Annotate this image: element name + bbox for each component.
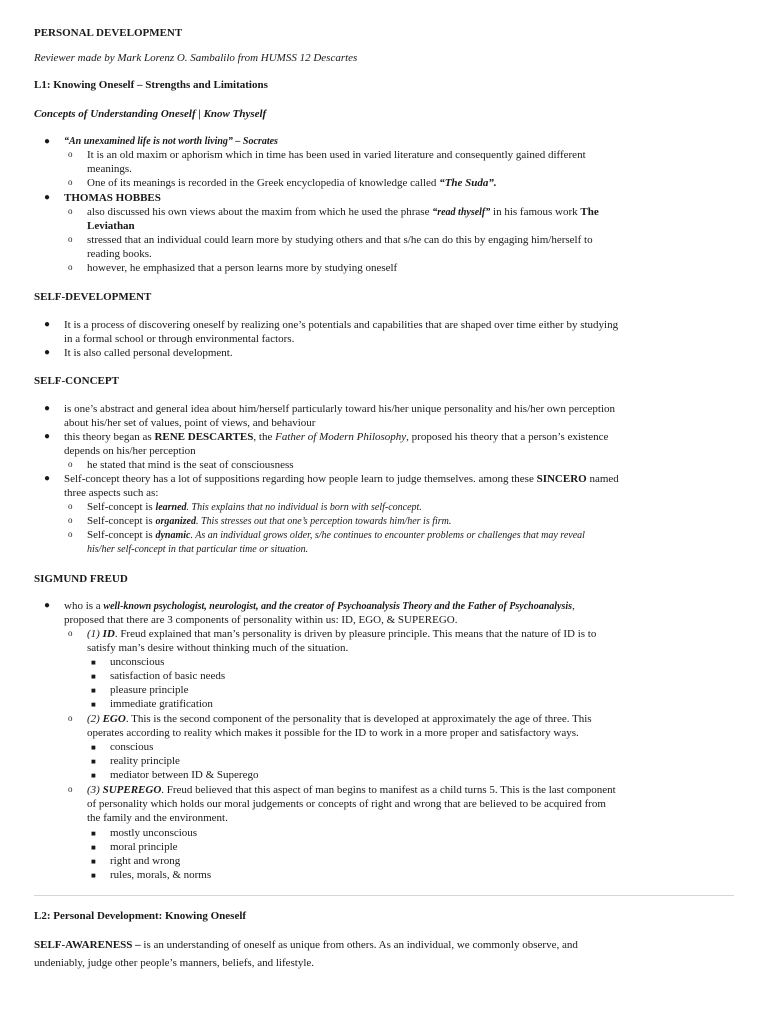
hobbes-heading: THOMAS HOBBES (64, 192, 161, 204)
bullet-square-icon: ■ (91, 871, 96, 880)
bullet-circle-icon: o (68, 515, 73, 525)
bullet-circle-icon: o (68, 459, 73, 469)
bullet-circle-icon: o (68, 628, 73, 638)
bullet-circle-icon: o (68, 149, 73, 159)
hobbes-sub2-cont: reading books. (87, 248, 152, 260)
ego-point: conscious (110, 741, 154, 753)
self-awareness-def: SELF-AWARENESS – is an understanding of oneself as unique from others. As an individual, we commonly observe, and (34, 939, 578, 951)
aspect-learned: Self-concept is learned. This explains that no individual is born with self-concept. (87, 501, 422, 513)
socrates-quote: “An unexamined life is not worth living” – Socrates (64, 136, 278, 147)
bullet-circle-icon: o (68, 234, 73, 244)
freud-ego-cont: operates according to reality which makes it possible for the ID to work in a more proper and satisfactory ways. (87, 727, 579, 739)
self-concept-item2: this theory began as RENE DESCARTES, the Father of Modern Philosophy, proposed his theory that a person’s existence (64, 431, 609, 443)
socrates-sub1-cont: meanings. (87, 163, 132, 175)
bullet-disc-icon: ● (44, 431, 51, 442)
bullet-circle-icon: o (68, 177, 73, 187)
freud-id: (1) ID. Freud explained that man’s personality is driven by pleasure principle. This means that the nature of ID is to (87, 628, 597, 640)
id-point: pleasure principle (110, 684, 189, 696)
section-divider (34, 895, 734, 896)
bullet-disc-icon: ● (44, 403, 51, 414)
bullet-disc-icon: ● (44, 319, 51, 330)
bullet-disc-icon: ● (44, 600, 51, 611)
ego-point: reality principle (110, 755, 180, 767)
freud-id-cont: satisfy man’s desire without thinking much of the situation. (87, 642, 349, 654)
freud-superego-cont: of personality which holds our moral judgements or concepts of right and wrong that are believed to be acquired from (87, 798, 606, 810)
aspect-dynamic: Self-concept is dynamic. As an individual grows older, s/he continues to encounter problems or challenges that may reveal (87, 529, 585, 541)
bullet-square-icon: ■ (91, 829, 96, 838)
self-dev-item2: It is also called personal development. (64, 347, 233, 359)
hobbes-sub2: stressed that an individual could learn more by studying others and that s/he can do this by engaging him/herself to (87, 234, 593, 246)
freud-ego: (2) EGO. This is the second component of the personality that is developed at approximately the age of three. This (87, 713, 592, 725)
self-awareness-def-cont: undeniably, judge other people’s manners, beliefs, and lifestyle. (34, 957, 315, 969)
hobbes-sub1-cont: Leviathan (87, 220, 135, 232)
superego-point: right and wrong (110, 855, 181, 867)
bullet-square-icon: ■ (91, 843, 96, 852)
bullet-circle-icon: o (68, 206, 73, 216)
self-dev-item1: It is a process of discovering oneself by realizing one’s potentials and capabilities that are shaped over time either by studying (64, 319, 619, 331)
hobbes-sub3: however, he emphasized that a person learns more by studying oneself (87, 262, 398, 274)
bullet-disc-icon: ● (44, 473, 51, 484)
document-subtitle: Reviewer made by Mark Lorenz O. Sambalilo from HUMSS 12 Descartes (34, 52, 358, 64)
lesson2-heading: L2: Personal Development: Knowing Oneself (34, 910, 247, 922)
ego-point: mediator between ID & Superego (110, 769, 259, 781)
concepts-heading: Concepts of Understanding Oneself | Know Thyself (34, 108, 267, 120)
socrates-sub1: It is an old maxim or aphorism which in time has been used in varied literature and consequently gained different (87, 149, 586, 161)
document-title: PERSONAL DEVELOPMENT (34, 27, 183, 39)
lesson1-heading: L1: Knowing Oneself – Strengths and Limitations (34, 79, 268, 91)
bullet-square-icon: ■ (91, 743, 96, 752)
freud-intro: who is a well-known psychologist, neurologist, and the creator of Psychoanalysis Theory and the Father of Psychoanalysis, (64, 600, 575, 612)
socrates-sub2: One of its meanings is recorded in the Greek encyclopedia of knowledge called “The Suda”. (87, 177, 497, 189)
superego-point: mostly unconscious (110, 827, 198, 839)
freud-heading: SIGMUND FREUD (34, 573, 128, 585)
id-point: unconscious (110, 656, 165, 668)
bullet-circle-icon: o (68, 529, 73, 539)
aspect-dynamic-cont: his/her self-concept in that particular time or situation. (87, 544, 309, 555)
freud-intro-cont: proposed that there are 3 components of personality within us: ID, EGO, & SUPEREGO. (64, 614, 458, 626)
freud-superego: (3) SUPEREGO. Freud believed that this aspect of man begins to manifest as a child turns 5. This is the last component (87, 784, 616, 796)
bullet-square-icon: ■ (91, 757, 96, 766)
bullet-square-icon: ■ (91, 672, 96, 681)
self-concept-item3-cont: three aspects such as: (64, 487, 159, 499)
bullet-disc-icon: ● (44, 347, 51, 358)
bullet-disc-icon: ● (44, 192, 51, 203)
bullet-square-icon: ■ (91, 658, 96, 667)
bullet-square-icon: ■ (91, 686, 96, 695)
self-concept-item1: is one’s abstract and general idea about him/herself particularly toward his/her unique personality and his/her own perception (64, 403, 616, 415)
self-concept-item3: Self-concept theory has a lot of suppositions regarding how people learn to judge themselves. among these SINCERO named (64, 473, 619, 485)
self-concept-item2-cont: depends on his/her perception (64, 445, 196, 457)
self-development-heading: SELF-DEVELOPMENT (34, 291, 152, 303)
bullet-circle-icon: o (68, 262, 73, 272)
self-concept-item1-cont: about his/her set of values, point of views, and behaviour (64, 417, 316, 429)
bullet-circle-icon: o (68, 713, 73, 723)
aspect-organized: Self-concept is organized. This stresses out that one’s perception towards him/her is firm. (87, 515, 452, 527)
id-point: immediate gratification (110, 698, 213, 710)
freud-superego-cont2: the family and the environment. (87, 812, 228, 824)
bullet-disc-icon: ● (44, 136, 51, 147)
bullet-square-icon: ■ (91, 771, 96, 780)
hobbes-sub1: also discussed his own views about the maxim from which he used the phrase “read thyself” in his famous work The (87, 206, 599, 218)
superego-point: rules, morals, & norms (110, 869, 212, 881)
self-concept-heading: SELF-CONCEPT (34, 375, 119, 387)
self-dev-item1-cont: in a formal school or through environmental factors. (64, 333, 295, 345)
id-point: satisfaction of basic needs (110, 670, 226, 682)
superego-point: moral principle (110, 841, 178, 853)
bullet-circle-icon: o (68, 784, 73, 794)
bullet-circle-icon: o (68, 501, 73, 511)
bullet-square-icon: ■ (91, 700, 96, 709)
bullet-square-icon: ■ (91, 857, 96, 866)
self-concept-item2-sub: he stated that mind is the seat of consciousness (87, 459, 294, 471)
